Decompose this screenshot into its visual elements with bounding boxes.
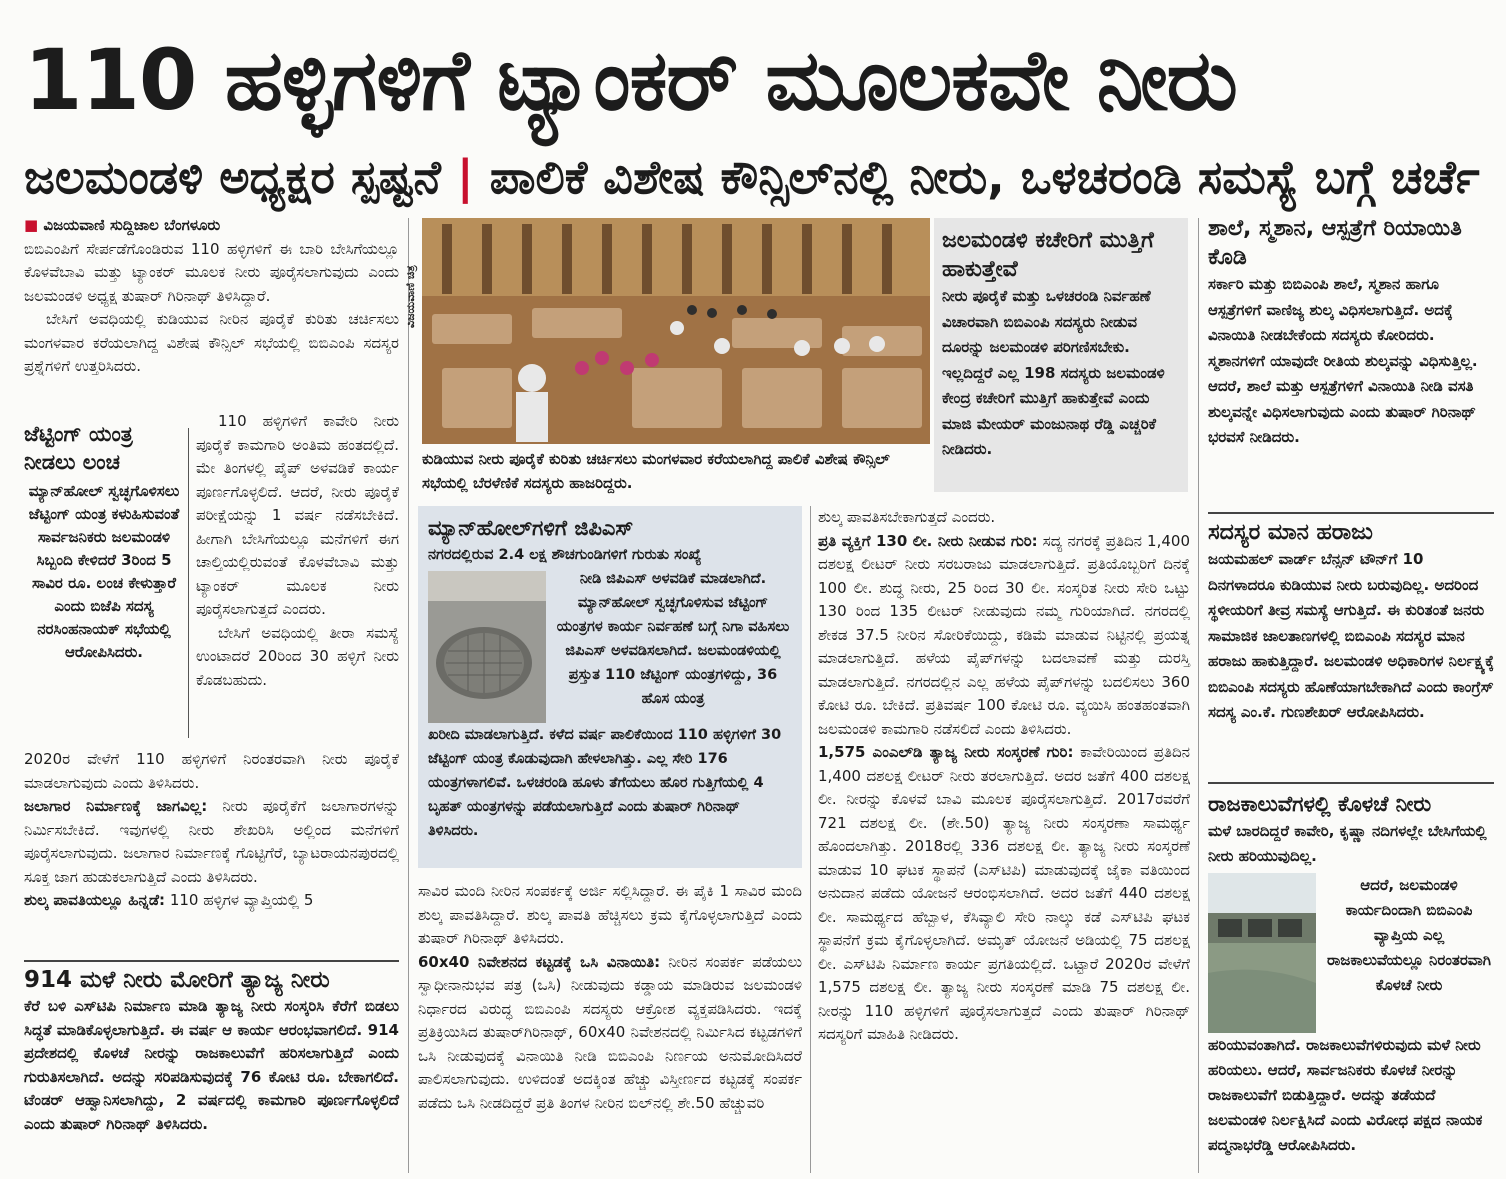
lead-para-2: ಬೇಸಿಗೆ ಅವಧಿಯಲ್ಲಿ ಕುಡಿಯುವ ನೀರಿನ ಪೂರೈಕೆ ಕುರಿತು ಚರ್ಚಿಸಲು ಮಂಗಳವಾರ ಕರೆಯಲಾಗಿದ್ದ ವಿಶೇಷ ಕೌನ್ಸಿಲ್ ಸಭೆಯಲ್ಲಿ ಬಿಬಿಎಂಪಿ ಸದಸ್ಯರ ಪ್ರಶ್ನೆಗಳಿಗೆ ಉತ್ತರಿಸಿದರು. xyxy=(24,310,399,375)
bottom-left-title: 914 ಮಳೆ ನೀರು ಮೋರಿಗೆ ತ್ಯಾಜ್ಯ ನೀರು xyxy=(24,967,330,993)
bottom-left-rule xyxy=(24,960,399,962)
office-siege-box xyxy=(934,218,1188,492)
photo-credit: ವಿಜಯವಾಣಿ ಚಿತ್ರ xyxy=(404,265,417,328)
honour-story xyxy=(1208,518,1494,780)
office-siege-body: ನೀರು ಪೂರೈಕೆ ಮತ್ತು ಒಳಚರಂಡಿ ನಿರ್ವಹಣೆ ವಿಚಾರವಾಗಿ ಬಿಬಿಎಂಪಿ ಸದಸ್ಯರು ನೀಡುವ ದೂರನ್ನು ಜಲಮಂಡಳಿ ಪರಿಗಣಿಸಬೇಕು. ಇಲ್ಲದಿದ್ದರೆ ಎಲ್ಲ 198 ಸದಸ್ಯರು ಜಲಮಂಡಳಿ ಕೇಂದ್ರ ಕಚೇರಿಗೆ ಮುತ್ತಿಗೆ ಹಾಕುತ್ತೇವೆ ಎಂದು ಮಾಜಿ ಮೇಯರ್ ಮಂಜುನಾಥ ರೆಡ್ಡಿ ಎಚ್ಚರಿಕೆ ನೀಡಿದರು. xyxy=(942,287,1165,458)
school-body: ಸರ್ಕಾರಿ ಮತ್ತು ಬಿಬಿಎಂಪಿ ಶಾಲೆ, ಸ್ಮಶಾನ ಹಾಗೂ ಆಸ್ಪತ್ರೆಗಳಿಗೆ ವಾಣಿಜ್ಯ ಶುಲ್ಕ ವಿಧಿಸಲಾಗುತ್ತಿದೆ. ಅದಕ್ಕೆ ವಿನಾಯಿತಿ ನೀಡಬೇಕೆಂದು ಸದಸ್ಯರು ಕೋರಿದರು. ಸ್ಮಶಾನಗಳಿಗೆ ಯಾವುದೇ ರೀತಿಯ ಶುಲ್ಕವನ್ನು ವಿಧಿಸುತ್ತಿಲ್ಲ. ಆದರೆ, ಶಾಲೆ ಮತ್ತು ಆಸ್ಪತ್ರೆಗಳಿಗೆ ವಿನಾಯಿತಿ ನೀಡಿ ವಸತಿ ಶುಲ್ಕವನ್ನೇ ವಿಧಿಸಲಾಗುವುದು ಎಂದು ತುಷಾರ್ ಗಿರಿನಾಥ್ ಭರವಸೆ ನೀಡಿದರು. xyxy=(1208,275,1478,446)
col3-top: ಶುಲ್ಕ ಪಾವತಿಸಬೇಕಾಗುತ್ತದೆ ಎಂದರು. xyxy=(818,508,996,526)
byline: ವಿಜಯವಾಣಿ ಸುದ್ದಿಜಾಲ ಬೆಂಗಳೂರು xyxy=(43,216,221,234)
drain-title: ರಾಜಕಾಲುವೆಗಳಲ್ಲಿ ಕೊಳಚೆ ನೀರು xyxy=(1208,792,1432,816)
subhead-left: ಜಲಮಂಡಳಿ ಅಧ್ಯಕ್ಷರ ಸ್ಪಷ್ಟನೆ xyxy=(24,150,441,204)
council-hall-image xyxy=(422,218,930,444)
oc-body: ನೀರಿನ ಸಂಪರ್ಕ ಪಡೆಯಲು ಸ್ವಾಧೀನಾನುಭವ ಪತ್ರ (ಒಸಿ) ನೀಡುವುದು ಕಡ್ಡಾಯ ಮಾಡಿರುವ ಜಲಮಂಡಳಿ ನಿರ್ಧಾರದ ವಿರುದ್ಧ ಬಿಬಿಎಂಪಿ ಸದಸ್ಯರು ಆಕ್ರೋಶ ವ್ಯಕ್ತಪಡಿಸಿದರು. ಇದಕ್ಕೆ ಪ್ರತಿಕ್ರಿಯಿಸಿದ ತುಷಾರ್‌ಗಿರಿನಾಥ್, 60x40 ನಿವೇಶನದಲ್ಲಿ ನಿರ್ಮಿಸಿದ ಕಟ್ಟಡಗಳಿಗೆ ಒಸಿ ನೀಡುವುದಕ್ಕೆ ವಿನಾಯಿತಿ ನೀಡಿ ಬಿಬಿಎಂಪಿ ನಿರ್ಣಯ ಅನುಮೋದಿಸಿದರೆ ಪಾಲಿಸಲಾಗುವುದು. ಉಳಿದಂತೆ ಅದಕ್ಕಿಂತ ಹೆಚ್ಚು ವಿಸ್ತೀರ್ಣದ ಕಟ್ಟಡಕ್ಕೆ ಸಂಪರ್ಕ ಪಡೆದು ಒಸಿ ನೀಡದಿದ್ದರೆ ಪ್ರತಿ ತಿಂಗಳ ನೀರಿನ ಬಿಲ್‌ನಲ್ಲಿ ಶೇ.50 ಹೆಚ್ಚುವರಿ xyxy=(418,952,802,1112)
drain-story xyxy=(1208,790,1494,1170)
col2-body: ಸಾವಿರ ಮಂದಿ ನೀರಿನ ಸಂಪರ್ಕಕ್ಕೆ ಅರ್ಜಿ ಸಲ್ಲಿಸಿದ್ದಾರೆ. ಈ ಪೈಕಿ 1 ಸಾವಿರ ಮಂದಿ ಶುಲ್ಕ ಪಾವತಿಸಿದ್ದಾರೆ. ಶುಲ್ಕ ಪಾವತಿ ಹೆಚ್ಚಿಸಲು ಕ್ರಮ ಕೈಗೊಳ್ಳಲಾಗುತ್ತಿದೆ ಎಂದು ತುಷಾರ್ ಗಿರಿನಾಥ್ ತಿಳಿಸಿದರು. xyxy=(418,882,802,947)
fee-body: 110 ಹಳ್ಳಿಗಳ ವ್ಯಾಪ್ತಿಯಲ್ಲಿ 5 xyxy=(169,891,314,909)
fee-lead: ಶುಲ್ಕ ಪಾವತಿಯಲ್ಲೂ ಹಿನ್ನಡೆ: xyxy=(24,891,166,909)
headline: 110 ಹಳ್ಳಿಗಳಿಗೆ ಟ್ಯಾಂಕರ್ ಮೂಲಕವೇ ನೀರು xyxy=(24,31,1237,129)
photo-caption-box xyxy=(422,448,930,500)
col-divider-2 xyxy=(810,506,811,1173)
drain-photo xyxy=(1208,873,1316,1033)
reservoir-lead: ಜಲಾಗಾರ ನಿರ್ಮಾಣಕ್ಕೆ ಜಾಗವಿಲ್ಲ: xyxy=(24,797,208,815)
gps-tail: ಖರೀದಿ ಮಾಡಲಾಗುತ್ತಿದೆ. ಕಳೆದ ವರ್ಷ ಪಾಲಿಕೆಯಿಂದ 110 ಹಳ್ಳಿಗಳಿಗೆ 30 ಜೆಟ್ಟಿಂಗ್ ಯಂತ್ರ ಕೊಡುವುದಾಗಿ ಹೇಳಲಾಗಿತ್ತು. ಎಲ್ಲ ಸೇರಿ 176 ಯಂತ್ರಗಳಾಗಲಿವೆ. ಒಳಚರಂಡಿ ಹೂಳು ತೆಗೆಯಲು ಹೊರ ಗುತ್ತಿಗೆಯಲ್ಲಿ 4 ಬೃಹತ್ ಯಂತ್ರಗಳನ್ನು ಪಡೆಯಲಾಗುತ್ತಿದೆ ಎಂದು ತುಷಾರ್ ಗಿರಿನಾಥ್ ತಿಳಿಸಿದರು. xyxy=(428,727,782,839)
jetting-sidebar xyxy=(24,420,184,750)
subheadline xyxy=(24,146,1494,208)
target-lead: ಪ್ರತಿ ವ್ಯಕ್ತಿಗೆ 130 ಲೀ. ನೀರು ನೀಡುವ ಗುರಿ: xyxy=(818,531,1038,550)
manhole-photo xyxy=(428,571,546,723)
col1-lower-text xyxy=(24,748,399,944)
lead-section xyxy=(24,214,399,375)
stp-body: ಕಾವೇರಿಯಿಂದ ಪ್ರತಿದಿನ 1,400 ದಶಲಕ್ಷ ಲೀಟರ್ ನೀರು ತರಲಾಗುತ್ತಿದೆ. ಅದರ ಜತೆಗೆ 400 ದಶಲಕ್ಷ ಲೀ. ನೀರನ್ನು ಕೊಳವೆ ಬಾವಿ ಮೂಲಕ ಪೂರೈಸಲಾಗುತ್ತಿದೆ. 2017ರವರೆಗೆ 721 ದಶಲಕ್ಷ ಲೀ. (ಶೇ.50) ತ್ಯಾಜ್ಯ ನೀರು ಸಂಸ್ಕರಣಾ ಸಾಮರ್ಥ್ಯ ಹೊಂದಲಾಗಿತ್ತು. 2018ರಲ್ಲಿ 336 ದಶಲಕ್ಷ ಲೀ. ತ್ಯಾಜ್ಯ ನೀರು ಸಂಸ್ಕರಣೆ ಮಾಡುವ 10 ಘಟಕ ಸ್ಥಾಪನೆ (ಎಸ್‌ಟಿಪಿ) ಮಾಡುವುದಕ್ಕೆ ಜೈಕಾ ವತಿಯಿಂದ ಅನುದಾನ ಪಡೆದು ಯೋಜನೆ ಆರಂಭಿಸಲಾಗಿದೆ. ಅದರ ಜತೆಗೆ 440 ದಶಲಕ್ಷ ಲೀ. ಸಾಮರ್ಥ್ಯದ ಹೆಬ್ಬಾಳ, ಕೆಸಿವ್ಯಾಲಿ ಸೇರಿ ನಾಲ್ಕು ಕಡೆ ಎಸ್‌ಟಿಪಿ ಘಟಕ ಸ್ಥಾಪನೆಗೆ ಕ್ರಮ ಕೈಗೊಳ್ಳಲಾಗಿದೆ. ಅಮೃತ್ ಯೋಜನೆ ಅಡಿಯಲ್ಲಿ 75 ದಶಲಕ್ಷ ಲೀ. ಎಸ್‌ಟಿಪಿ ನಿರ್ಮಾಣ ಕಾರ್ಯ ಪ್ರಗತಿಯಲ್ಲಿದೆ. ಒಟ್ಟಾರೆ 2020ರ ವೇಳೆಗೆ 1,575 ದಶಲಕ್ಷ ಲೀ. ತ್ಯಾಜ್ಯ ನೀರು ಸಂಸ್ಕರಣೆ ಮಾಡಿ 75 ದಶಲಕ್ಷ ಲೀ. ನೀರನ್ನು 110 ಹಳ್ಳಿಗಳಿಗೆ ಪೂರೈಸಲಾಗುತ್ತದೆ ಎಂದು ತುಷಾರ್ ಗಿರಿನಾಥ್ ಸದಸ್ಯರಿಗೆ ಮಾಹಿತಿ ನೀಡಿದರು. xyxy=(818,743,1191,1043)
photo-caption: ಕುಡಿಯುವ ನೀರು ಪೂರೈಕೆ ಕುರಿತು ಚರ್ಚಿಸಲು ಮಂಗಳವಾರ ಕರೆಯಲಾಗಿದ್ದ ಪಾಲಿಕೆ ವಿಶೇಷ ಕೌನ್ಸಿಲ್ ಸಭೆಯಲ್ಲಿ ಬೆರಳೆಣಿಕೆ ಸದಸ್ಯರು ಹಾಜರಿದ್ದರು. xyxy=(422,450,890,492)
sidebar-divider xyxy=(188,428,189,738)
col1-after: 2020ರ ವೇಳೆಗೆ 110 ಹಳ್ಳಿಗಳಿಗೆ ನಿರಂತರವಾಗಿ ನೀರು ಪೂರೈಕೆ ಮಾಡಲಾಗುವುದು ಎಂದು ತಿಳಿಸಿದರು. xyxy=(24,750,399,792)
col1-right-text xyxy=(196,410,399,750)
council-photo xyxy=(422,218,930,444)
drain-lead: ಮಳೆ ಬಾರದಿದ್ದರೆ ಕಾವೇರಿ, ಕೃಷ್ಣಾ ನದಿಗಳಲ್ಲೇ ಬೇಸಿಗೆಯಲ್ಲಿ ನೀರು ಹರಿಯುವುದಿಲ್ಲ. xyxy=(1208,822,1487,865)
honour-title: ಸದಸ್ಯರ ಮಾನ ಹರಾಜು xyxy=(1208,520,1373,545)
gps-lead: ನಗರದಲ್ಲಿರುವ 2.4 ಲಕ್ಷ ಶೌಚಗುಂಡಿಗಳಿಗೆ ಗುರುತು ಸಂಖ್ಯೆ xyxy=(428,547,702,563)
gps-title: ಮ್ಯಾನ್‌ಹೋಲ್‌ಗಳಿಗೆ ಜಿಪಿಎಸ್ xyxy=(428,516,634,540)
bottom-left-body: ಕೆರೆ ಬಳಿ ಎಸ್‌ಟಿಪಿ ನಿರ್ಮಾಣ ಮಾಡಿ ತ್ಯಾಜ್ಯ ನೀರು ಸಂಸ್ಕರಿಸಿ ಕೆರೆಗೆ ಬಿಡಲು ಸಿದ್ಧತೆ ಮಾಡಿಕೊಳ್ಳಲಾಗುತ್ತಿದೆ. ಈ ವರ್ಷ ಆ ಕಾರ್ಯ ಆರಂಭವಾಗಲಿದೆ. 914 ಪ್ರದೇಶದಲ್ಲಿ ಕೊಳಚೆ ನೀರನ್ನು ರಾಜಕಾಲುವೆಗೆ ಹರಿಸಲಾಗುತ್ತಿದೆ ಎಂದು ಗುರುತಿಸಲಾಗಿದೆ. ಅದನ್ನು ಸರಿಪಡಿಸುವುದಕ್ಕೆ 76 ಕೋಟಿ ರೂ. ಬೇಕಾಗಲಿದೆ. ಟೆಂಡರ್ ಆಹ್ವಾನಿಸಲಾಗಿದ್ದು, 2 ವರ್ಷದಲ್ಲಿ ಕಾಮಗಾರಿ ಪೂರ್ಣಗೊಳ್ಳಲಿದೆ ಎಂದು ತುಷಾರ್ ಗಿರಿನಾಥ್ ತಿಳಿಸಿದರು. xyxy=(24,997,399,1133)
office-siege-title: ಜಲಮಂಡಳಿ ಕಚೇರಿಗೆ ಮುತ್ತಿಗೆ ಹಾಕುತ್ತೇವೆ xyxy=(942,228,1154,282)
drain-beside: ಆದರೆ, ಜಲಮಂಡಳಿ ಕಾರ್ಯದಿಂದಾಗಿ ಬಿಬಿಎಂಪಿ ವ್ಯಾಪ್ತಿಯ ಎಲ್ಲ ರಾಜಕಾಲುವೆಯಲ್ಲೂ ನಿರಂತರವಾಗಿ ಕೊಳಚೆ ನೀರು xyxy=(1327,876,1491,994)
gps-beside: ನೀಡಿ ಜಿಪಿಎಸ್ ಅಳವಡಿಕೆ ಮಾಡಲಾಗಿದೆ. ಮ್ಯಾನ್‌ಹೋಲ್ ಸ್ವಚ್ಛಗೊಳಿಸುವ ಜೆಟ್ಟಿಂಗ್ ಯಂತ್ರಗಳ ಕಾರ್ಯ ನಿರ್ವಹಣೆ ಬಗ್ಗೆ ನಿಗಾ ವಹಿಸಲು ಜಿಪಿಎಸ್ ಅಳವಡಿಸಲಾಗಿದೆ. ಜಲಮಂಡಳಿಯಲ್ಲಿ ಪ್ರಸ್ತುತ 110 ಜೆಟ್ಟಿಂಗ್ ಯಂತ್ರಗಳಿದ್ದು, 36 ಹೊಸ ಯಂತ್ರ xyxy=(556,571,790,707)
col-divider-right xyxy=(1198,218,1199,1173)
subhead-right: ಪಾಲಿಕೆ ವಿಶೇಷ ಕೌನ್ಸಿಲ್‌ನಲ್ಲಿ ನೀರು, ಒಳಚರಂಡಿ ಸಮಸ್ಯೆ ಬಗ್ಗೆ ಚರ್ಚೆ xyxy=(489,150,1480,204)
col1-right-para-1: 110 ಹಳ್ಳಿಗಳಿಗೆ ಕಾವೇರಿ ನೀರು ಪೂರೈಕೆ ಕಾಮಗಾರಿ ಅಂತಿಮ ಹಂತದಲ್ಲಿದೆ. ಮೇ ತಿಂಗಳಲ್ಲಿ ಪೈಪ್ ಅಳವಡಿಕೆ ಕಾರ್ಯ ಪೂರ್ಣಗೊಳ್ಳಲಿದೆ. ಆದರೆ, ನೀರು ಪೂರೈಕೆ ಪರೀಕ್ಷೆಯನ್ನು 1 ವರ್ಷ ನಡೆಸಬೇಕಿದೆ. ಹೀಗಾಗಿ ಬೇಸಿಗೆಯಲ್ಲೂ ಮನೆಗಳಿಗೆ ಈಗ ಚಾಲ್ತಿಯಲ್ಲಿರುವಂತೆ ಕೊಳವೆಬಾವಿ ಮತ್ತು ಟ್ಯಾಂಕರ್ ಮೂಲಕ ನೀರು ಪೂರೈಸಲಾಗುತ್ತದೆ ಎಂದರು. xyxy=(196,412,399,618)
subhead-separator: | xyxy=(456,150,474,204)
col3-text xyxy=(818,506,1190,1174)
photo-credit-strip xyxy=(404,218,420,444)
drain-tail: ಹರಿಯುವಂತಾಗಿದೆ. ರಾಜಕಾಲುವೆಗಳಿರುವುದು ಮಳೆ ನೀರು ಹರಿಯಲು. ಆದರೆ, ಸಾರ್ವಜನಿಕರು ಕೊಳಚೆ ನೀರನ್ನು ರಾಜಕಾಲುವೆಗೆ ಬಿಡುತ್ತಿದ್ದಾರೆ. ಅದನ್ನು ತಡೆಯದೆ ಜಲಮಂಡಳಿ ನಿರ್ಲಕ್ಷಿಸಿದೆ ಎಂದು ವಿರೋಧ ಪಕ್ಷದ ನಾಯಕ ಪದ್ಮನಾಭರೆಡ್ಡಿ ಆರೋಪಿಸಿದರು. xyxy=(1208,1036,1483,1154)
honour-rule xyxy=(1208,512,1494,514)
gps-box xyxy=(418,506,802,868)
col1-right-para-2: ಬೇಸಿಗೆ ಅವಧಿಯಲ್ಲಿ ತೀರಾ ಸಮಸ್ಯೆ ಉಂಟಾದರೆ 20ರಿಂದ 30 ಹಳ್ಳಿಗೆ ನೀರು ಕೊಡಬಹುದು. xyxy=(196,623,399,689)
stp-lead: 1,575 ಎಂಎಲ್‌ಡಿ ತ್ಯಾಜ್ಯ ನೀರು ಸಂಸ್ಕರಣೆ ಗುರಿ: xyxy=(818,743,1074,761)
red-square-bullet-icon: ■ xyxy=(24,216,44,234)
reservoir-body: ನೀರು ಪೂರೈಕೆಗೆ ಜಲಾಗಾರಗಳನ್ನು ನಿರ್ಮಿಸಬೇಕಿದೆ. ಇವುಗಳಲ್ಲಿ ನೀರು ಶೇಖರಿಸಿ ಅಲ್ಲಿಂದ ಮನೆಗಳಿಗೆ ಪೂರೈಸಲಾಗುವುದು. ಜಲಾಗಾರ ನಿರ್ಮಾಣಕ್ಕೆ ಗೊಟ್ಟಿಗೆರೆ, ಬ್ಯಾಟರಾಯನಪುರದಲ್ಲಿ ಸೂಕ್ತ ಜಾಗ ಹುಡುಕಲಾಗುತ್ತಿದೆ ಎಂದು ತಿಳಿಸಿದರು. xyxy=(24,797,399,886)
lead-para-1: ಬಿಬಿಎಂಪಿಗೆ ಸೇರ್ಪಡೆಗೊಂಡಿರುವ 110 ಹಳ್ಳಿಗಳಿಗೆ ಈ ಬಾರಿ ಬೇಸಿಗೆಯಲ್ಲೂ ಕೊಳವೆಬಾವಿ ಮತ್ತು ಟ್ಯಾಂಕರ್ ಮೂಲಕ ನೀರು ಪೂರೈಸಲಾಗುವುದು ಎಂದು ಜಲಮಂಡಳಿ ಅಧ್ಯಕ್ಷ ತುಷಾರ್ ಗಿರಿನಾಥ್ ತಿಳಿಸಿದ್ದಾರೆ. xyxy=(24,239,399,305)
jetting-sidebar-title: ಜೆಟ್ಟಿಂಗ್ ಯಂತ್ರ ನೀಡಲು ಲಂಚ xyxy=(24,422,133,474)
target-body: ಸದ್ಯ ನಗರಕ್ಕೆ ಪ್ರತಿದಿನ 1,400 ದಶಲಕ್ಷ ಲೀಟರ್ ನೀರು ಸರಬರಾಜು ಮಾಡಲಾಗುತ್ತಿದೆ. ಪ್ರತಿಯೊಬ್ಬರಿಗೆ ದಿನಕ್ಕೆ 100 ಲೀ. ಶುದ್ಧ ನೀರು, 25 ರಿಂದ 30 ಲೀ. ಸಂಸ್ಕರಿತ ನೀರು ಸೇರಿ ಒಟ್ಟು 130 ರಿಂದ 135 ಲೀಟರ್ ನೀಡುವುದು ನಮ್ಮ ಗುರಿಯಾಗಿದೆ. ನಗರದಲ್ಲಿ ಶೇಕಡ 37.5 ನೀರಿನ ಸೋರಿಕೆಯಿದ್ದು, ಕಡಿಮೆ ಮಾಡುವ ನಿಟ್ಟಿನಲ್ಲಿ ಪ್ರಯತ್ನ ಮಾಡಲಾಗುತ್ತಿದೆ. ಹಳೆಯ ಪೈಪ್‌ಗಳನ್ನು ಬದಲಾವಣೆ ಮತ್ತು ದುರಸ್ತಿ ಮಾಡಲಾಗುತ್ತಿದೆ. ನಗರದಲ್ಲಿನ ಎಲ್ಲ ಹಳೆಯ ಪೈಪ್‌ಗಳನ್ನು ಬದಲಿಸಲು 360 ಕೋಟಿ ರೂ. ಬೇಕಿದೆ. ಪ್ರತಿವರ್ಷ 100 ಕೋಟಿ ರೂ. ವ್ಯಯಿಸಿ ಹಂತಹಂತವಾಗಿ ಜಲಮಂಡಳಿ ಕಾಮಗಾರಿ ನಡೆಸಲಿದೆ ಎಂದು ತಿಳಿಸಿದರು. xyxy=(818,531,1190,738)
school-title: ಶಾಲೆ, ಸ್ಮಶಾನ, ಆಸ್ಪತ್ರೆಗೆ ರಿಯಾಯಿತಿ ಕೊಡಿ xyxy=(1208,216,1462,270)
honour-body: ಜಯಮಹಲ್ ವಾರ್ಡ್ ಬೆನ್ಸನ್ ಟೌನ್‌ಗೆ 10 ದಿನಗಳಾದರೂ ಕುಡಿಯುವ ನೀರು ಬರುವುದಿಲ್ಲ. ಅದರಿಂದ ಸ್ಥಳೀಯರಿಗೆ ತೀವ್ರ ಸಮಸ್ಯೆ ಆಗುತ್ತಿದೆ. ಈ ಕುರಿತಂತೆ ಜನರು ಸಾಮಾಜಿಕ ಜಾಲತಾಣಗಳಲ್ಲಿ ಬಿಬಿಎಂಪಿ ಸದಸ್ಯರ ಮಾನ ಹರಾಜು ಹಾಕುತ್ತಿದ್ದಾರೆ. ಜಲಮಂಡಳಿ ಅಧಿಕಾರಿಗಳ ನಿರ್ಲಕ್ಷ್ಯಕ್ಕೆ ಬಿಬಿಎಂಪಿ ಸದಸ್ಯರು ಹೊಣೆಯಾಗಬೇಕಾಗಿದೆ ಎಂದು ಕಾಂಗ್ರೆಸ್ ಸದಸ್ಯ ಎಂ.ಕೆ. ಗುಣಶೇಖರ್ ಆರೋಪಿಸಿದರು. xyxy=(1208,550,1495,721)
jetting-sidebar-body: ಮ್ಯಾನ್‌ಹೋಲ್ ಸ್ವಚ್ಛಗೊಳಿಸಲು ಜೆಟ್ಟಿಂಗ್ ಯಂತ್ರ ಕಳುಹಿಸುವಂತೆ ಸಾರ್ವಜನಿಕರು ಜಲಮಂಡಳಿ ಸಿಬ್ಬಂದಿ ಕೇಳಿದರೆ 3ರಿಂದ 5 ಸಾವಿರ ರೂ. ಲಂಚ ಕೇಳುತ್ತಾರೆ ಎಂದು ಬಿಜೆಪಿ ಸದಸ್ಯ ನರಸಿಂಹನಾಯಕ್ ಸಭೆಯಲ್ಲಿ ಆರೋಪಿಸಿದರು. xyxy=(28,482,180,661)
drain-rule xyxy=(1208,782,1494,784)
school-story xyxy=(1208,214,1494,504)
col2-lower-text xyxy=(418,880,802,1174)
bottom-left-story xyxy=(24,966,399,1174)
oc-lead: 60x40 ನಿವೇಶನದ ಕಟ್ಟಡಕ್ಕೆ ಒಸಿ ವಿನಾಯಿತಿ: xyxy=(418,952,661,971)
